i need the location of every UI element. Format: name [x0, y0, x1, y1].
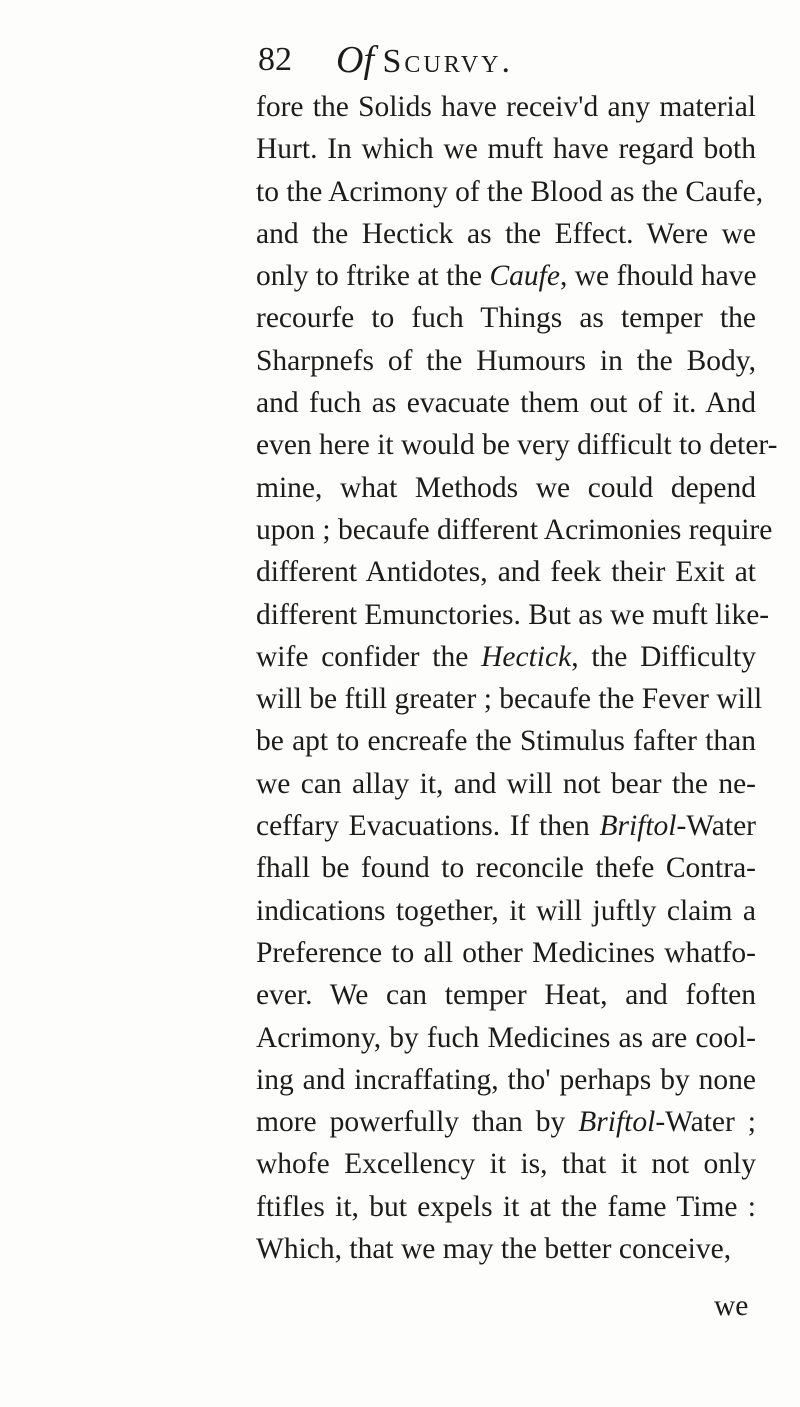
text-line	[256, 86, 756, 128]
text-segment: , the Difficulty	[571, 640, 756, 673]
text-segment: ever. We can temper Heat, and foften	[256, 979, 756, 1012]
text-segment: we can allay it, and will not bear the ne-	[256, 767, 756, 800]
text-segment: only to ftrike at the	[256, 260, 490, 293]
text-line	[256, 974, 756, 1016]
text-line	[256, 1228, 756, 1270]
text-line	[256, 1059, 756, 1101]
text-segment: indications together, it will juftly claim a	[256, 894, 756, 927]
text-segment: Sharpnefs of the Humours in the Body,	[256, 344, 756, 377]
text-segment: recourfe to fuch Things as temper the	[256, 302, 756, 335]
text-line	[256, 1101, 756, 1143]
running-head-of: Of	[336, 39, 374, 81]
text-line	[256, 932, 756, 974]
text-line	[256, 1186, 756, 1228]
text-line	[256, 551, 756, 593]
text-line	[256, 128, 756, 170]
text-segment: ceffary Evacuations. If then	[256, 810, 600, 843]
text-segment: will be ftill greater ; becaufe the Fever will	[256, 683, 763, 716]
text-segment: -Water ;	[655, 1106, 756, 1139]
text-line	[256, 720, 756, 762]
text-segment: whofe Excellency it is, that it not only	[256, 1148, 756, 1181]
page-number: 82	[258, 41, 292, 78]
text-line	[256, 213, 756, 255]
text-segment: -Water	[676, 810, 756, 843]
italic-word: Briftol	[578, 1106, 656, 1139]
text-line	[256, 340, 756, 382]
text-segment: Preference to all other Medicines whatfo-	[256, 936, 756, 969]
text-segment: even here it would be very difficult to deter-	[256, 429, 778, 462]
text-line	[256, 255, 756, 297]
text-line	[256, 171, 764, 213]
catchword: we	[714, 1290, 749, 1322]
text-segment: more powerfully than by	[256, 1106, 579, 1139]
running-head	[336, 38, 513, 84]
text-line	[256, 594, 770, 636]
italic-word: Briftol	[599, 810, 677, 843]
text-segment: ing and incraffating, tho' perhaps by none	[256, 1063, 756, 1096]
text-segment: and the Hectick as the Effect. Were we	[256, 217, 756, 250]
text-segment: , we fhould have	[559, 260, 757, 293]
text-line	[256, 847, 756, 889]
italic-word: Hectick	[481, 640, 572, 673]
text-segment: different Antidotes, and feek their Exit at	[256, 556, 756, 589]
text-segment: Hurt. In which we muft have regard both	[256, 133, 756, 166]
text-line	[256, 763, 756, 805]
text-segment: mine, what Methods we could depend	[256, 471, 756, 504]
text-segment: Acrimony, by fuch Medicines as are cool-	[256, 1021, 756, 1054]
text-segment: be apt to encreafe the Stimulus fafter than	[256, 725, 756, 758]
body-text	[256, 86, 778, 1270]
running-head-title: Scurvy.	[382, 43, 513, 80]
text-segment: ftifles it, but expels it at the fame Time :	[256, 1190, 756, 1223]
text-line	[256, 467, 756, 509]
text-line	[256, 297, 756, 339]
text-segment: different Emunctories. But as we muft like-	[256, 598, 770, 631]
text-segment: Which, that we may the better conceive,	[256, 1233, 732, 1266]
text-segment: to the Acrimony of the Blood as the Caufe,	[256, 175, 764, 208]
text-line	[256, 890, 756, 932]
text-segment: wife confider the	[256, 640, 482, 673]
text-segment: upon ; becaufe different Acrimonies require	[256, 513, 773, 546]
text-segment: fhall be found to reconcile thefe Contra-	[256, 852, 756, 885]
text-line	[256, 382, 756, 424]
italic-word: Caufe	[489, 260, 560, 293]
text-line	[256, 805, 756, 847]
text-line	[256, 424, 778, 466]
text-line	[256, 636, 756, 678]
text-line	[256, 1143, 756, 1185]
text-line	[256, 509, 773, 551]
text-segment: and fuch as evacuate them out of it. And	[256, 387, 756, 420]
text-line	[256, 1017, 756, 1059]
text-line	[256, 678, 763, 720]
text-segment: fore the Solids have receiv'd any material	[256, 91, 756, 123]
